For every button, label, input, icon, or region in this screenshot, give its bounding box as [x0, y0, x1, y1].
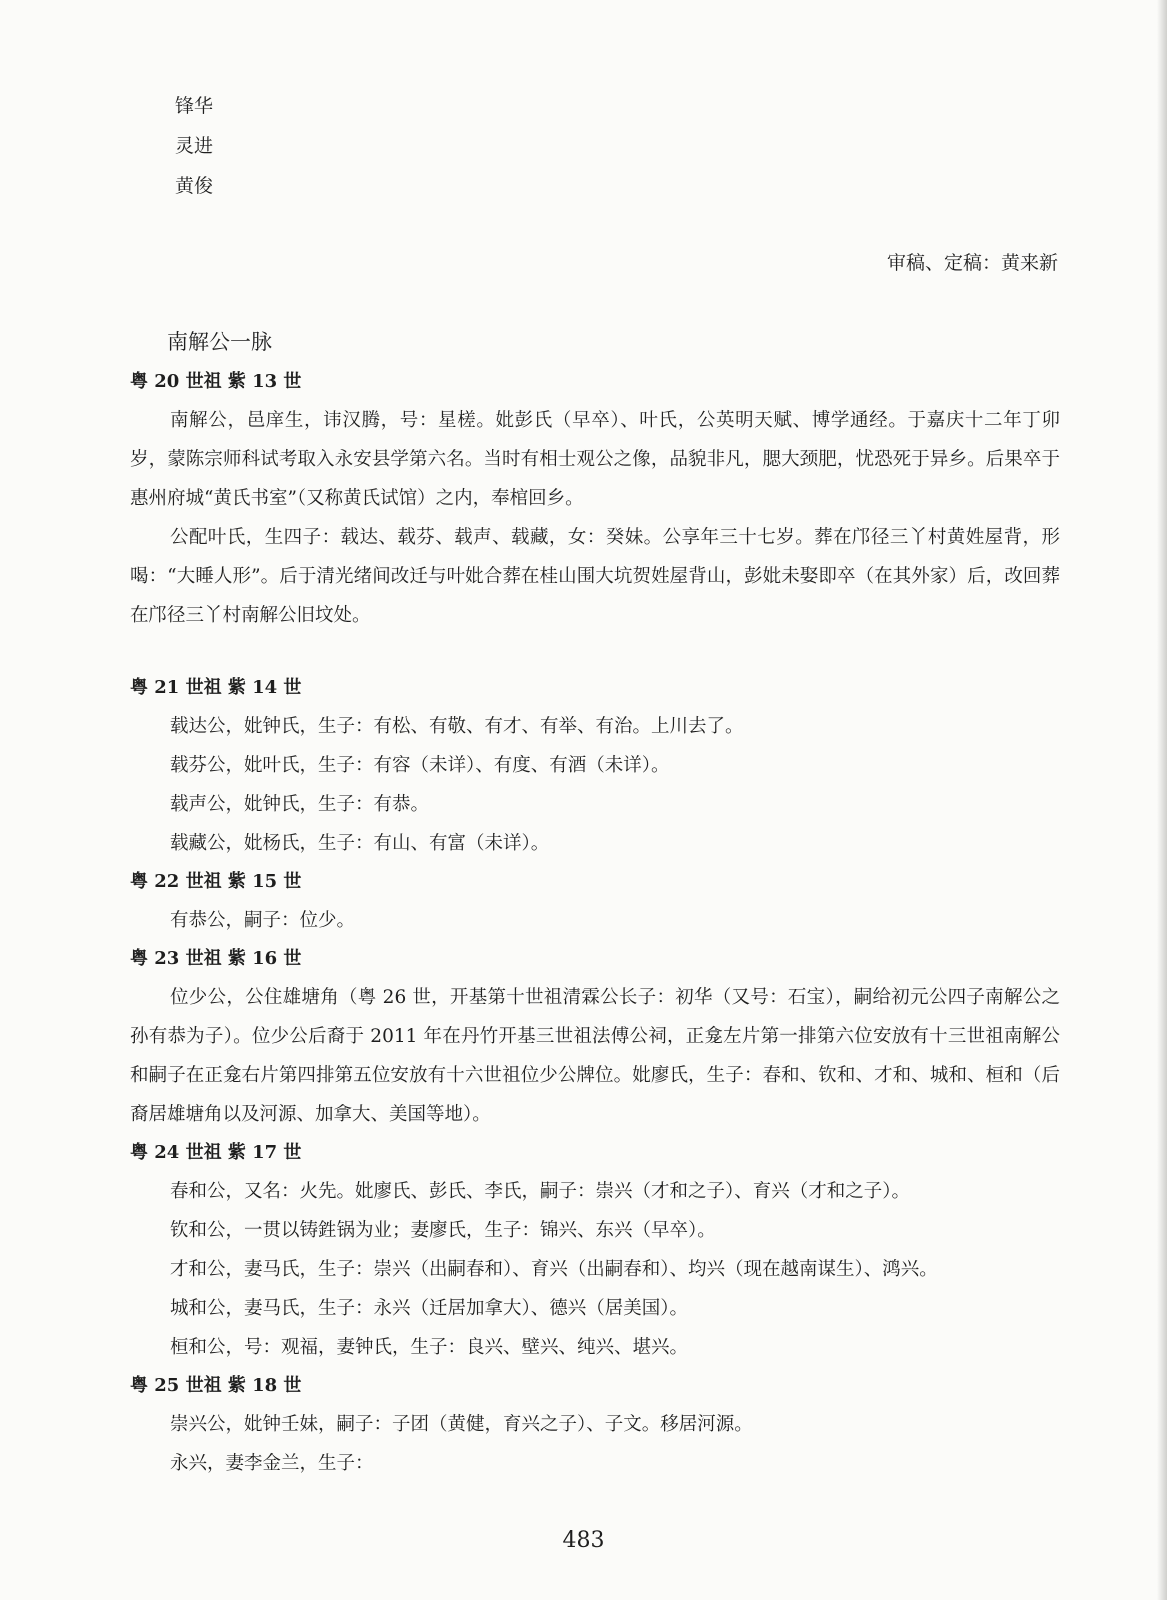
page-number: 483 [562, 1528, 605, 1553]
contributor-name: 黄俊 [175, 175, 214, 197]
generation-heading: 粤 21 世祖 紫 14 世 [130, 677, 302, 698]
ancestor-entry: 桓和公，号：观福，妻钟氏，生子：良兴、壁兴、纯兴、堪兴。 [170, 1337, 689, 1358]
editor-credit: 审稿、定稿：黄来新 [886, 252, 1058, 274]
biography-paragraph: 公配叶氏，生四子：载达、载芬、载声、载藏，女：癸妹。公享年三十七岁。葬在邝径三丫村黄姓屋背，形喝：“大睡人形”。后于清光绪间改迁与叶妣合葬在桂山围大坑贺姓屋背山，彭妣未娶即卒（在其外家）后，改回葬在邝径三丫村南解公旧坟处。 [130, 527, 1060, 626]
ancestor-entry: 载芬公，妣叶氏，生子：有容（未详）、有度、有酒（未详）。 [170, 755, 670, 776]
generation-heading: 粤 23 世祖 紫 16 世 [130, 948, 302, 969]
ancestor-entry: 载达公，妣钟氏，生子：有松、有敬、有才、有举、有治。上川去了。 [170, 716, 744, 737]
generation-heading: 粤 20 世祖 紫 13 世 [130, 371, 302, 392]
section-title: 南解公一脉 [167, 330, 272, 354]
generation-heading: 粤 24 世祖 紫 17 世 [130, 1142, 302, 1163]
ancestor-entry: 才和公，妻马氏，生子：崇兴（出嗣春和）、育兴（出嗣春和）、均兴（现在越南谋生）、鸿兴。 [170, 1259, 938, 1280]
contributor-name: 锋华 [175, 95, 214, 117]
generation-heading: 粤 22 世祖 紫 15 世 [130, 871, 302, 892]
biography-paragraph: 位少公，公住雄塘角（粤 26 世，开基第十世祖清霖公长子：初华（又号：石宝），嗣给初元公四子南解公之孙有恭为子）。位少公后裔于 2011 年在丹竹开基三世祖法傅公祠，正龛左片第一排第六位安放有十三世祖南解公和嗣子在正龛右片第四排第五位安放有十六世祖位少公牌位。妣廖氏，生子：春和、钦和、才和、城和、桓和（后裔居雄塘角以及河源、加拿大、美国等地）。 [130, 987, 1060, 1125]
block-spacer [130, 635, 1060, 669]
biography-paragraph: 南解公，邑庠生，讳汉腾，号：星槎。妣彭氏（早卒）、叶氏，公英明天赋、博学通经。于嘉庆十二年丁卯岁，蒙陈宗师科试考取入永安县学第六名。当时有相士观公之像，品貌非凡，腮大颈肥，忧恐死于异乡。后果卒于惠州府城“黄氏书室”（又称黄氏试馆）之内，奉棺回乡。 [130, 410, 1060, 509]
genealogy-body [130, 363, 1060, 1483]
ancestor-entry: 载声公，妣钟氏，生子：有恭。 [170, 794, 430, 815]
ancestor-entry: 春和公，又名：火先。妣廖氏、彭氏、李氏，嗣子：崇兴（才和之子）、育兴（才和之子）。 [170, 1181, 911, 1202]
ancestor-entry: 有恭公，嗣子：位少。 [170, 910, 356, 931]
contributor-name: 灵进 [175, 135, 214, 157]
ancestor-entry: 钦和公，一贯以铸鉎锅为业；妻廖氏，生子：锦兴、东兴（早卒）。 [170, 1220, 716, 1241]
ancestor-entry: 载藏公，妣杨氏，生子：有山、有富（未详）。 [170, 833, 550, 854]
contributor-names [175, 86, 213, 206]
ancestor-entry: 永兴，妻李金兰，生子： [170, 1453, 374, 1474]
generation-heading: 粤 25 世祖 紫 18 世 [130, 1375, 302, 1396]
page-edge-shadow [1157, 0, 1167, 1600]
ancestor-entry: 城和公，妻马氏，生子：永兴（迁居加拿大）、德兴（居美国）。 [170, 1298, 689, 1319]
ancestor-entry: 崇兴公，妣钟壬妹，嗣子：子团（黄健，育兴之子）、子文。移居河源。 [170, 1414, 753, 1435]
